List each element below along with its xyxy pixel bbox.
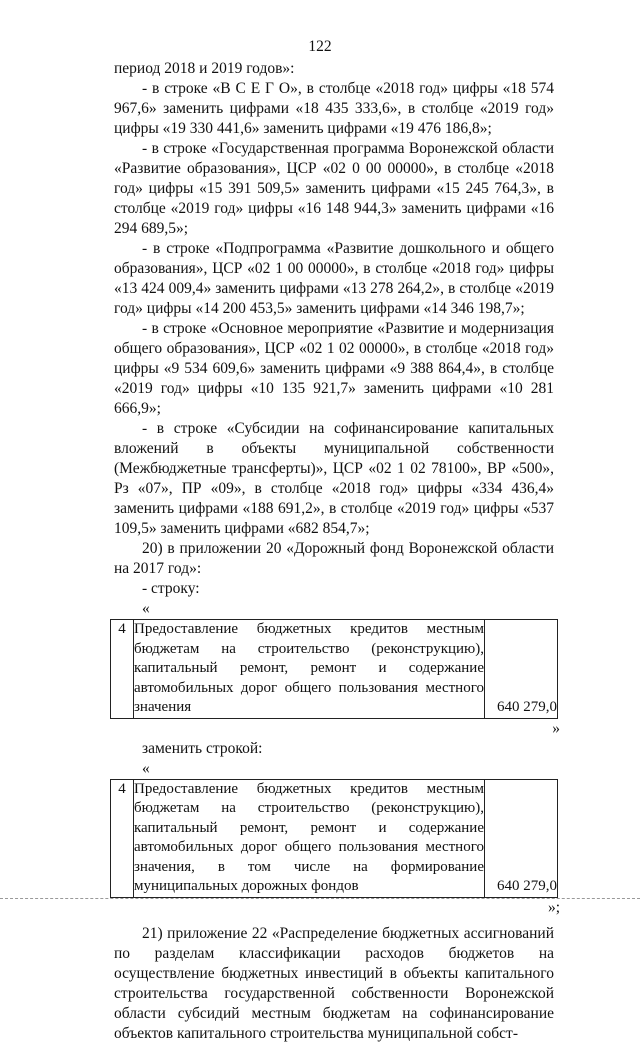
close-quote: » [552,719,560,737]
row-value: 640 279,0 [485,779,558,897]
row-value: 640 279,0 [485,620,558,719]
intro-line: период 2018 и 2019 годов»: [114,60,295,77]
new-row-table [110,779,558,898]
replace-label: заменить строкой: [142,739,263,757]
open-quote-2: « [142,759,150,777]
row-number: 4 [111,620,134,719]
list-item: - в строке «В С Е Г О», в столбце «2018 год» цифры «18 574 967,6» заменить цифрами «18 435 333,6», в столбце «2019 год» цифры «19 330 441,6» заменить цифрами «19 476 186,8»; [114,80,554,137]
table-row [111,620,558,719]
list-item: - в строке «Субсидии на софинансирование капитальных вложений в объекты муниципальной собственности (Межбюджетные трансферты)», ЦСР «02 1 02 78100», ВР «500», Рз «07», ПР «09», в столбце «2018 год» цифры «334 436,4» заменить цифрами «188 691,2», в столбце «2019 год» цифры «537 109,5» заменить цифрами «682 854,7»; [114,420,554,537]
document-body [114,59,560,1044]
old-row-table [110,619,558,719]
page-bottom-edge [0,898,640,899]
point-21-paragraph: 21) приложение 22 «Распределение бюджетных ассигнований по разделам классификации расходов бюджетов на осуществление бюджетных инвестиций в объекты капитального строительства государственной собственности Воронежской области субсидий местным бюджетам на софинансирование объектов капитального строительства муниципальной собст- [114,924,554,1042]
close-quote-2: »; [547,898,560,916]
table-row [111,779,558,897]
list-item: - в строке «Подпрограмма «Развитие дошкольного и общего образования», ЦСР «02 1 00 00000», в столбце «2018 год» цифры «13 424 009,4» заменить цифрами «13 278 264,2», в столбце «2019 год» цифры «14 200 453,5» заменить цифрами «14 346 198,7»; [114,240,554,317]
row-description: Предоставление бюджетных кредитов местным бюджетам на строительство (реконструкцию), капитальный ремонт, ремонт и содержание автомобильных дорог общего пользования местного значения [134,620,485,719]
list-item: - в строке «Основное мероприятие «Развитие и модернизация общего образования», ЦСР «02 1 02 00000», в столбце «2018 год» цифры «9 534 609,6» заменить цифрами «9 388 864,4», в столбце «2019 год» цифры «10 135 921,7» заменить цифрами «10 281 666,9»; [114,320,554,417]
open-quote: « [142,600,150,617]
point-20-paragraph: 20) в приложении 20 «Дорожный фонд Воронежской области на 2017 год»: [114,540,554,577]
stroku-label: - строку: [142,580,200,597]
row-description: Предоставление бюджетных кредитов местным бюджетам на строительство (реконструкцию), капитальный ремонт, ремонт и содержание автомобильных дорог общего пользования местного значения, в том числе на формирование муниципальных дорожных фондов [134,779,485,897]
row-number: 4 [111,779,134,897]
page-number: 122 [308,38,332,55]
list-item: - в строке «Государственная программа Воронежской области «Развитие образования», ЦСР «02 0 00 00000», в столбце «2018 год» цифры «15 391 509,5» заменить цифрами «15 245 764,3», в столбце «2019 год» цифры «16 148 944,3» заменить цифрами «16 294 689,5»; [114,140,554,237]
